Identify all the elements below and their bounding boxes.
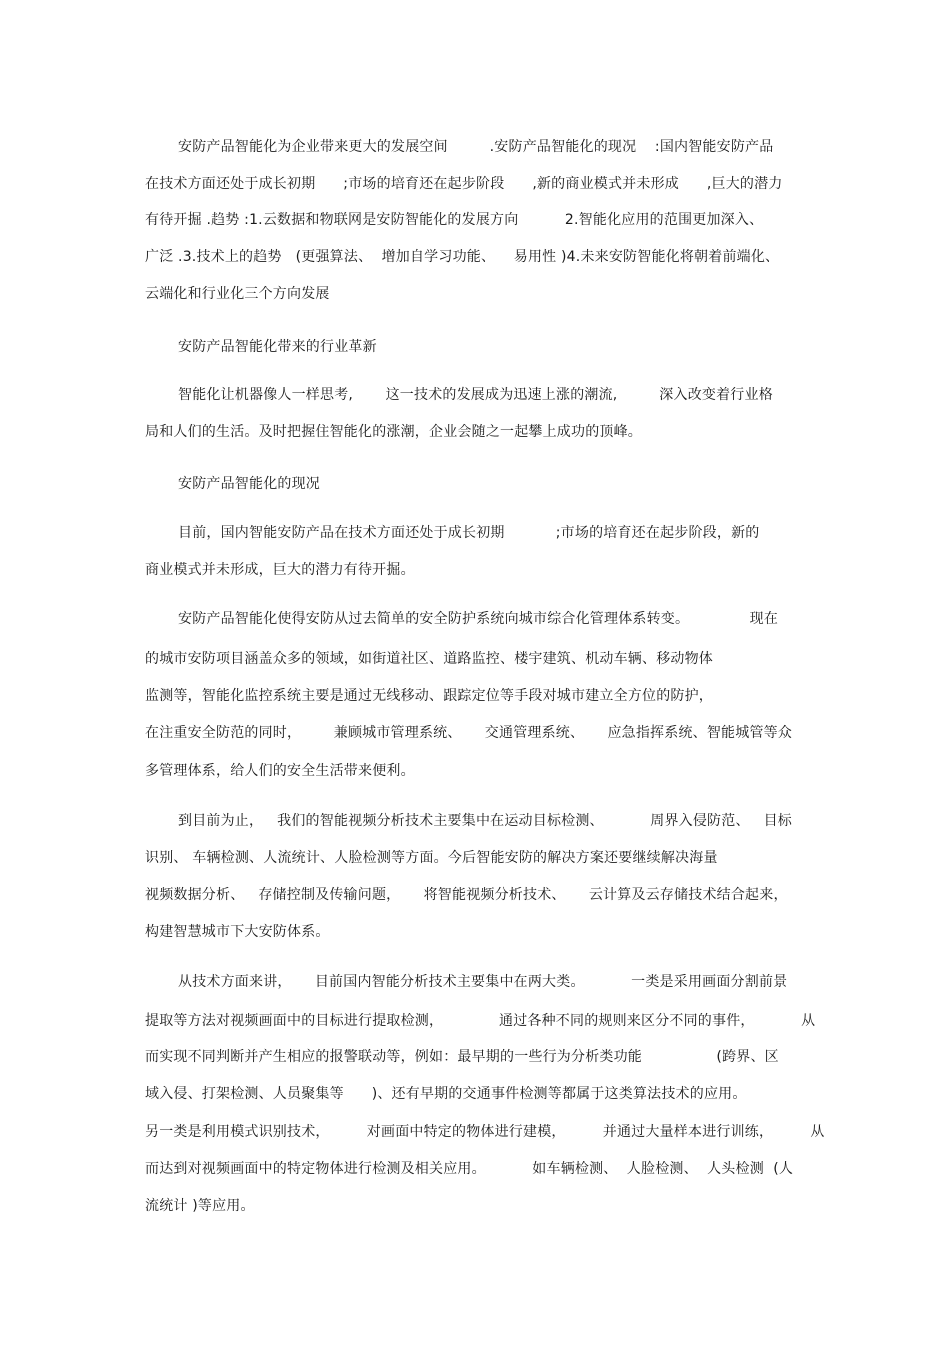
paragraph-8-line-3: 而实现不同判断并产生相应的报警联动等，例如：最早期的一些行为分析类功能 (跨界、区 <box>145 1049 779 1065</box>
section-heading-innovation: 安防产品智能化带来的行业革新 <box>178 339 377 355</box>
paragraph-1-line-3: 有待开掘 .趋势 :1.云数据和物联网是安防智能化的发展方向 2.智能化应用的范围更加深入、 <box>145 212 764 228</box>
section-heading-status: 安防产品智能化的现况 <box>178 476 320 492</box>
paragraph-6-line-1: 安防产品智能化使得安防从过去简单的安全防护系统向城市综合化管理体系转变。 现在 <box>178 611 779 627</box>
paragraph-5-line-1: 目前，国内智能安防产品在技术方面还处于成长初期 ;市场的培育还在起步阶段，新的 <box>178 525 760 541</box>
paragraph-3-line-1: 智能化让机器像人一样思考, 这一技术的发展成为迅速上涨的潮流, 深入改变着行业格 <box>178 387 773 403</box>
paragraph-1-line-5: 云端化和行业化三个方向发展 <box>145 286 330 302</box>
paragraph-8-line-7: 流统计 )等应用。 <box>145 1198 255 1214</box>
paragraph-8-line-2: 提取等方法对视频画面中的目标进行提取检测， 通过各种不同的规则来区分不同的事件， 从 <box>145 1013 816 1029</box>
paragraph-8-line-6: 而达到对视频画面中的特定物体进行检测及相关应用。 如车辆检测、 人脸检测、 人头检测 (人 <box>145 1161 794 1177</box>
paragraph-8-line-5: 另一类是利用模式识别技术， 对画面中特定的物体进行建模， 并通过大量样本进行训练， 从 <box>145 1124 825 1140</box>
paragraph-8-line-4: 域入侵、打架检测、人员聚集等 )、还有早期的交通事件检测等都属于这类算法技术的应用。 <box>145 1086 747 1102</box>
paragraph-8-line-1: 从技术方面来讲， 目前国内智能分析技术主要集中在两大类。 一类是采用画面分割前景 <box>178 974 788 990</box>
paragraph-7-line-1: 到目前为止， 我们的智能视频分析技术主要集中在运动目标检测、 周界入侵防范、 目标 <box>178 813 793 829</box>
paragraph-7-line-2: 识别、 车辆检测、人流统计、人脸检测等方面。今后智能安防的解决方案还要继续解决海量 <box>145 850 718 866</box>
paragraph-7-line-4: 构建智慧城市下大安防体系。 <box>145 924 330 940</box>
paragraph-1-line-2: 在技术方面还处于成长初期 ;市场的培育还在起步阶段 ,新的商业模式并未形成 ,巨大的潜力 <box>145 176 783 192</box>
paragraph-6-line-3: 监测等，智能化监控系统主要是通过无线移动、跟踪定位等手段对城市建立全方位的防护， <box>145 688 713 704</box>
paragraph-1-line-4: 广泛 .3.技术上的趋势 (更强算法、 增加自学习功能、 易用性 )4.未来安防智能化将朝着前端化、 <box>145 249 780 265</box>
paragraph-7-line-3: 视频数据分析、 存储控制及传输问题， 将智能视频分析技术、 云计算及云存储技术结合起来， <box>145 887 788 903</box>
paragraph-6-line-2: 的城市安防项目涵盖众多的领域，如街道社区、道路监控、楼宇建筑、机动车辆、移动物体 <box>145 651 713 667</box>
paragraph-3-line-2: 局和人们的生活。及时把握住智能化的涨潮，企业会随之一起攀上成功的顶峰。 <box>145 424 642 440</box>
paragraph-6-line-5: 多管理体系，给人们的安全生活带来便利。 <box>145 763 415 779</box>
paragraph-1-line-1: 安防产品智能化为企业带来更大的发展空间 .安防产品智能化的现况 :国内智能安防产品 <box>178 139 774 155</box>
paragraph-6-line-4: 在注重安全防范的同时， 兼顾城市管理系统、 交通管理系统、 应急指挥系统、智能城管等众 <box>145 725 793 741</box>
paragraph-5-line-2: 商业模式并未形成，巨大的潜力有待开掘。 <box>145 562 415 578</box>
